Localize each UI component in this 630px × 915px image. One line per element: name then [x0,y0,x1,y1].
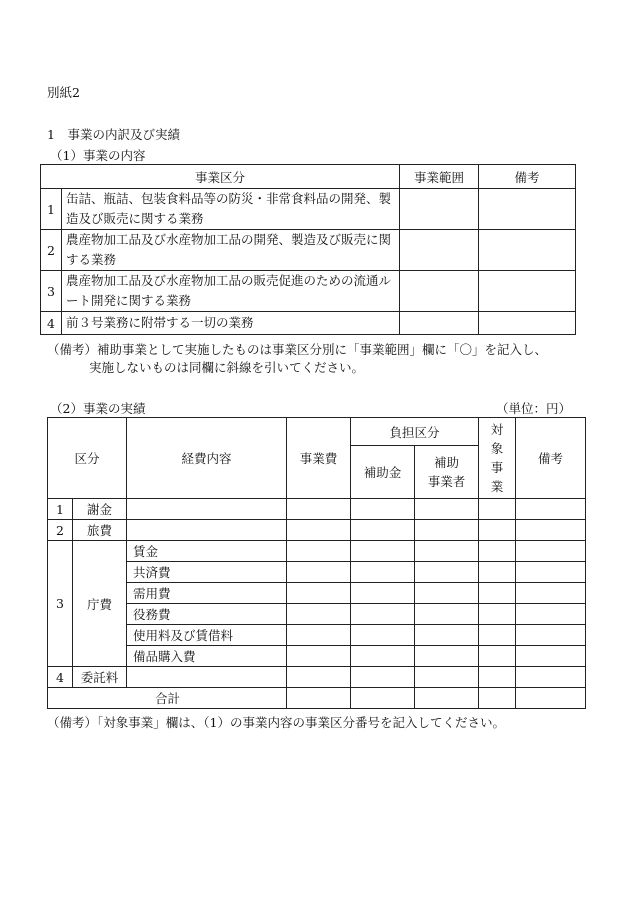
cell[interactable] [516,604,586,625]
cell[interactable] [351,541,415,562]
row-label: 謝金 [73,499,127,520]
table-row [48,541,586,562]
scope-cell[interactable] [400,271,479,312]
unit-label: （単位：円） [496,401,572,416]
row-number: 1 [48,499,73,520]
row-description: 前３号業務に附帯する一切の業務 [62,312,400,335]
header-jigyou-kubun: 事業区分 [41,165,400,189]
cell[interactable] [351,520,415,541]
row-number: 2 [41,230,62,271]
header-jigyou-hani: 事業範囲 [400,165,479,189]
cell[interactable] [516,625,586,646]
remarks-cell[interactable] [479,230,576,271]
cell[interactable] [479,604,516,625]
cell[interactable] [287,562,351,583]
remarks-cell[interactable] [479,189,576,230]
scope-cell[interactable] [400,230,479,271]
cell[interactable] [415,562,479,583]
total-label: 合計 [48,688,287,709]
cell[interactable] [127,520,287,541]
cell[interactable] [516,562,586,583]
row-description: 農産物加工品及び水産物加工品の販売促進のための流通ルート開発に関する業務 [62,271,400,312]
table-row [48,520,586,541]
cell[interactable] [351,583,415,604]
cell[interactable] [516,499,586,520]
note2: （備考）「対象事業」欄は、（1）の事業内容の事業区分番号を記入してください。 [47,715,505,730]
row-description: 缶詰、瓶詰、包装食料品等の防災・非常食料品の開発、製造及び販売に関する業務 [62,189,400,230]
business-content-table [40,164,576,335]
header-kubun: 区分 [48,418,127,499]
expense-item: 需用費 [127,583,287,604]
header-futan-kubun: 負担区分 [351,418,479,446]
table-row [48,646,586,667]
cell[interactable] [479,541,516,562]
cell[interactable] [516,583,586,604]
cell[interactable] [287,583,351,604]
cell[interactable] [516,667,586,688]
header-keihi-naiyou: 経費内容 [127,418,287,499]
cell[interactable] [351,604,415,625]
note1-line2: 実施しないものは同欄に斜線を引いてください。 [89,360,365,375]
cell[interactable] [479,562,516,583]
scope-cell[interactable] [400,189,479,230]
cell[interactable] [351,646,415,667]
total-row [48,688,586,709]
cell[interactable] [415,541,479,562]
cell[interactable] [479,583,516,604]
cell[interactable] [479,625,516,646]
row-label: 庁費 [73,541,127,667]
cell[interactable] [287,688,351,709]
cell[interactable] [415,583,479,604]
row-label: 旅費 [73,520,127,541]
table-row [41,271,576,312]
expense-item: 備品購入費 [127,646,287,667]
header-hojo-jigyousha: 補助 事業者 [415,446,479,499]
cell[interactable] [287,520,351,541]
expense-item: 使用料及び賃借料 [127,625,287,646]
cell[interactable] [415,625,479,646]
cell[interactable] [415,667,479,688]
header-biko: 備考 [479,165,576,189]
cell[interactable] [287,499,351,520]
table-row [48,667,586,688]
sub1-heading: （1）事業の内容 [50,148,146,163]
header-taisho-jigyou: 対象事業 [479,418,516,499]
cell[interactable] [287,625,351,646]
business-results-table [47,417,586,709]
cell[interactable] [351,667,415,688]
cell[interactable] [479,499,516,520]
row-number: 4 [41,312,62,335]
cell[interactable] [415,688,479,709]
table-row [48,625,586,646]
cell[interactable] [479,520,516,541]
expense-item: 役務費 [127,604,287,625]
cell[interactable] [127,667,287,688]
cell[interactable] [479,688,516,709]
section1-heading: 1 事業の内訳及び実績 [47,127,180,142]
row-label: 委託料 [73,667,127,688]
table-row [41,230,576,271]
table-row [48,499,586,520]
row-description: 農産物加工品及び水産物加工品の開発、製造及び販売に関する業務 [62,230,400,271]
cell[interactable] [287,604,351,625]
cell[interactable] [127,499,287,520]
header-hojokin: 補助金 [351,446,415,499]
cell[interactable] [415,604,479,625]
expense-item: 賃金 [127,541,287,562]
cell[interactable] [415,646,479,667]
row-number: 2 [48,520,73,541]
expense-item: 共済費 [127,562,287,583]
sub2-heading: （2）事業の実績 [50,401,146,416]
cell[interactable] [415,499,479,520]
cell[interactable] [415,520,479,541]
cell[interactable] [516,688,586,709]
attachment-label: 別紙2 [47,85,80,100]
row-number: 1 [41,189,62,230]
header-biko: 備考 [516,418,586,499]
cell[interactable] [479,667,516,688]
row-number: 3 [48,541,73,667]
cell[interactable] [351,499,415,520]
table-row [48,604,586,625]
remarks-cell[interactable] [479,271,576,312]
cell[interactable] [516,541,586,562]
scope-cell[interactable] [400,312,479,335]
cell[interactable] [351,625,415,646]
table-row [48,583,586,604]
cell[interactable] [351,688,415,709]
cell[interactable] [287,667,351,688]
cell[interactable] [516,520,586,541]
header-jigyouhi: 事業費 [287,418,351,499]
table-row [41,312,576,335]
row-number: 3 [41,271,62,312]
cell[interactable] [479,646,516,667]
cell[interactable] [287,646,351,667]
remarks-cell[interactable] [479,312,576,335]
table-row [48,562,586,583]
cell[interactable] [351,562,415,583]
note1-line1: （備考）補助事業として実施したものは事業区分別に「事業範囲」欄に「〇」を記入し、 [47,342,548,357]
cell[interactable] [287,541,351,562]
row-number: 4 [48,667,73,688]
cell[interactable] [516,646,586,667]
table-row [41,189,576,230]
